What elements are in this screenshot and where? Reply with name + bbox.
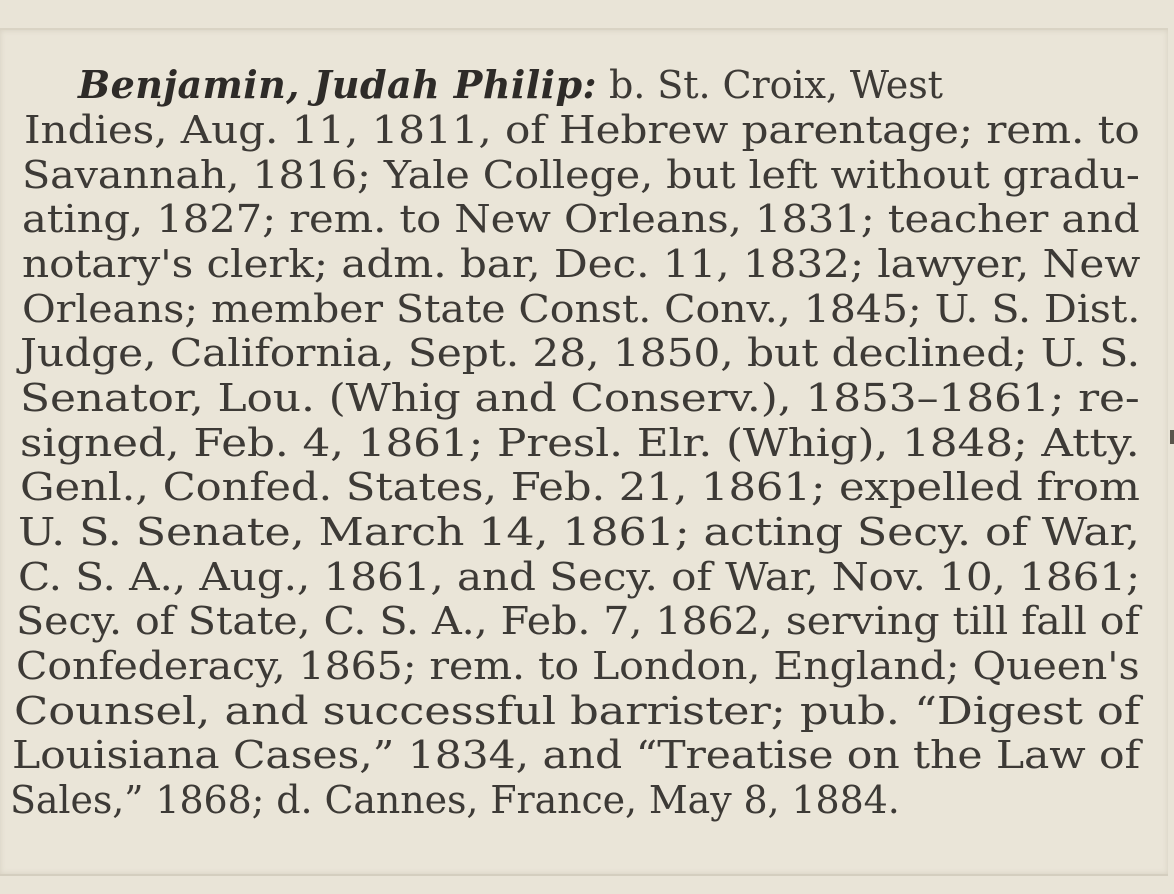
entry-line-9: signed, Feb. 4, 1861; Presl. Elr. (Whig), 1848; Atty. — [20, 421, 1140, 465]
entry-line-8: Senator, Lou. (Whig and Conserv.), 1853–1861; re- — [20, 376, 1140, 420]
entry-line-12: C. S. A., Aug., 1861, and Secy. of War, Nov. 10, 1861; — [18, 555, 1141, 599]
entry-line-5: notary's clerk; adm. bar, Dec. 11, 1832; lawyer, New — [22, 242, 1141, 286]
entry-line-16: Louisiana Cases,” 1834, and “Treatise on the Law of — [12, 733, 1141, 777]
entry-line-17: Sales,” 1868; d. Cannes, France, May 8, 1884. — [10, 778, 900, 822]
entry-line-6: Orleans; member State Const. Conv., 1845; U. S. Dist. — [22, 287, 1141, 331]
entry-line-11: U. S. Senate, March 14, 1861; acting Secy. of War, — [18, 510, 1140, 554]
entry-line-1 — [78, 62, 1140, 107]
entry-line-14: Confederacy, 1865; rem. to London, England; Queen's — [16, 644, 1140, 688]
entry-line-2: Indies, Aug. 11, 1811, of Hebrew parentage; rem. to — [24, 108, 1140, 152]
entry-line-13: Secy. of State, C. S. A., Feb. 7, 1862, serving till fall of — [16, 599, 1140, 643]
entry-line-7: Judge, California, Sept. 28, 1850, but declined; U. S. — [20, 331, 1140, 375]
headword: Benjamin, Judah Philip: — [78, 62, 597, 107]
entry-line-4: ating, 1827; rem. to New Orleans, 1831; teacher and — [22, 197, 1140, 241]
entry-line-3: Savannah, 1816; Yale College, but left without gradu- — [22, 153, 1140, 197]
entry-line-10: Genl., Confed. States, Feb. 21, 1861; expelled from — [20, 465, 1140, 509]
entry-text: b. St. Croix, West — [596, 63, 943, 107]
entry-line-15: Counsel, and successful barrister; pub. “Digest of — [14, 689, 1141, 733]
